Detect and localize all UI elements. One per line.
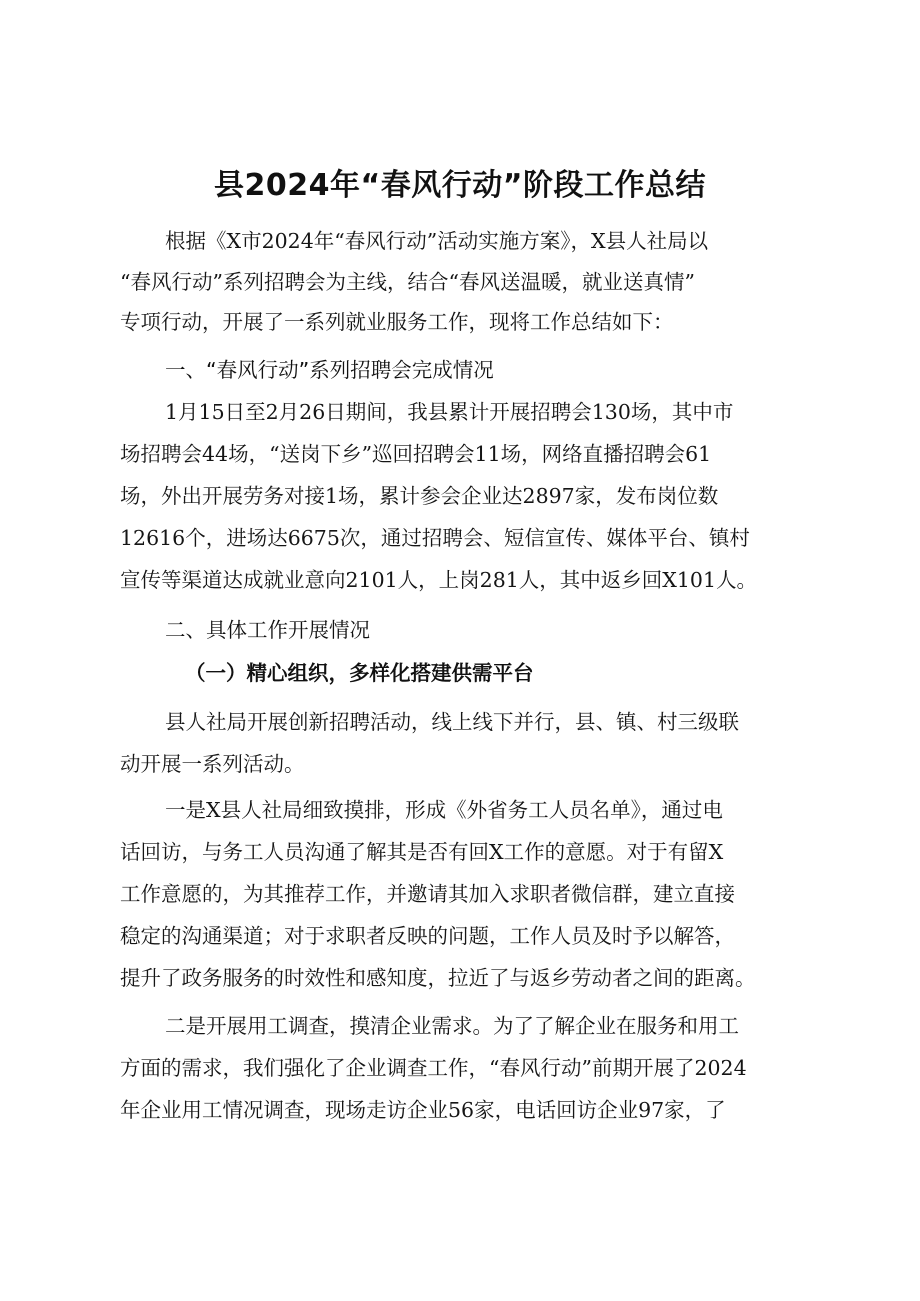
section-1-line-5: 宣传等渠道达成就业意向2101人，上岗281人，其中返乡回X101人。 (120, 568, 758, 592)
para-1-line-1: 县人社局开展创新招聘活动，线上线下并行，县、镇、村三级联 (165, 710, 739, 734)
para-2-line-5: 提升了政务服务的时效性和感知度，拉近了与返乡劳动者之间的距离。 (120, 966, 756, 990)
para-3-line-3: 年企业用工情况调查，现场走访企业56家，电话回访企业97家，了 (120, 1098, 726, 1122)
section-1-line-2: 场招聘会44场，“送岗下乡”巡回招聘会11场，网络直播招聘会61 (120, 442, 712, 466)
intro-line-1: 根据《X市2024年“春风行动”活动实施方案》，X县人社局以 (165, 229, 709, 253)
section-2-subheading-1: （一）精心组织，多样化搭建供需平台 (185, 661, 534, 685)
section-1-line-1: 1月15日至2月26日期间，我县累计开展招聘会130场，其中市 (165, 400, 734, 424)
intro-line-2: “春风行动”系列招聘会为主线，结合“春风送温暖，就业送真情” (120, 270, 695, 294)
section-1-line-4: 12616个，进场达6675次，通过招聘会、短信宣传、媒体平台、镇村 (120, 526, 750, 550)
para-1-line-2: 动开展一系列活动。 (120, 752, 305, 776)
para-2-line-3: 工作意愿的，为其推荐工作，并邀请其加入求职者微信群，建立直接 (120, 882, 735, 906)
intro-line-3: 专项行动，开展了一系列就业服务工作，现将工作总结如下： (120, 310, 674, 334)
section-2-heading: 二、具体工作开展情况 (165, 618, 370, 642)
para-3-line-2: 方面的需求，我们强化了企业调查工作，“春风行动”前期开展了2024 (120, 1056, 747, 1080)
section-1-heading: 一、“春风行动”系列招聘会完成情况 (165, 358, 494, 382)
para-2-line-4: 稳定的沟通渠道；对于求职者反映的问题，工作人员及时予以解答， (120, 924, 735, 948)
section-1-line-3: 场，外出开展劳务对接1场，累计参会企业达2897家，发布岗位数 (120, 484, 719, 508)
document-title: 县2024年“春风行动”阶段工作总结 (214, 168, 706, 203)
para-2-line-1: 一是X县人社局细致摸排，形成《外省务工人员名单》，通过电 (165, 798, 723, 822)
para-2-line-2: 话回访，与务工人员沟通了解其是否有回X工作的意愿。对于有留X (120, 840, 724, 864)
para-3-line-1: 二是开展用工调查，摸清企业需求。为了了解企业在服务和用工 (165, 1014, 739, 1038)
